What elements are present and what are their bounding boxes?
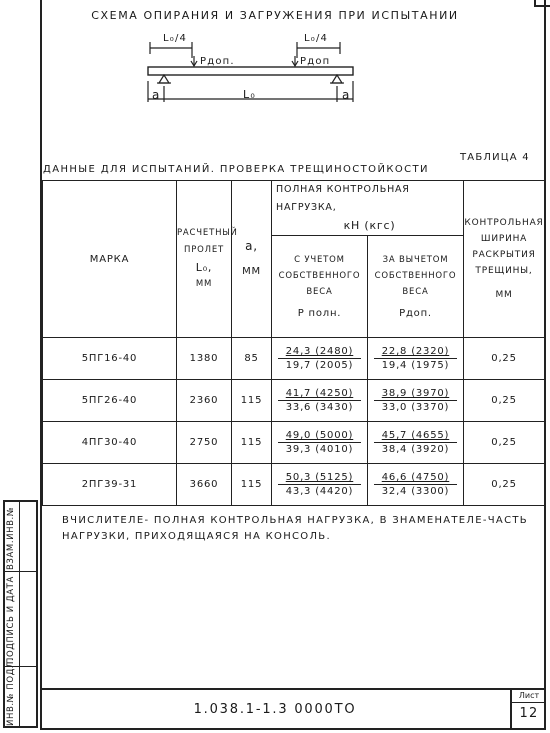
sheet-number: 12 [519, 706, 539, 721]
cell-a: 115 [232, 464, 272, 506]
sheet-box [510, 690, 546, 730]
dim-label-right: L₀/4 [304, 33, 329, 44]
cell-crack: 0,25 [464, 422, 545, 464]
table-row [43, 422, 545, 464]
support-dim-right: a [342, 88, 351, 102]
table-row [43, 338, 545, 380]
cell-crack: 0,25 [464, 380, 545, 422]
page-corner-mark [534, 0, 550, 7]
cell-net-load: 38,9 (3970) 33,0 (3370) [368, 380, 464, 422]
beam [148, 67, 353, 75]
cell-span: 1380 [177, 338, 232, 380]
table-number: ТАБЛИЦА 4 [460, 152, 530, 163]
approval-stamp-strip [3, 500, 38, 728]
title-block [40, 688, 546, 730]
cell-mark: 2ПГ39-31 [43, 464, 177, 506]
cell-span: 2750 [177, 422, 232, 464]
header-with-weight: С УЧЕТОМ СОБСТВЕННОГО ВЕСА P полн. [272, 236, 368, 338]
header-mark: МАРКА [43, 181, 177, 338]
scheme-title: СХЕМА ОПИРАНИЯ И ЗАГРУЖЕНИЯ ПРИ ИСПЫТАНИИ [91, 9, 459, 22]
support-left [159, 75, 169, 83]
cell-full-load: 24,3 (2480) 19,7 (2005) [272, 338, 368, 380]
cell-net-load: 22,8 (2320) 19,4 (1975) [368, 338, 464, 380]
load-label-left: Pдоп. [200, 56, 235, 67]
cell-a: 115 [232, 380, 272, 422]
header-a: a, ММ [232, 181, 272, 338]
cell-full-load: 50,3 (5125) 43,3 (4420) [272, 464, 368, 506]
load-label-right: Pдоп [300, 56, 331, 67]
span-label: L₀ [243, 88, 256, 101]
cell-a: 85 [232, 338, 272, 380]
cell-mark: 5ПГ26-40 [43, 380, 177, 422]
cell-net-load: 46,6 (4750) 32,4 (3300) [368, 464, 464, 506]
cell-full-load: 49,0 (5000) 39,3 (4010) [272, 422, 368, 464]
table-row [43, 464, 545, 506]
table-caption: ДАННЫЕ ДЛЯ ИСПЫТАНИЙ. ПРОВЕРКА ТРЕЩИНОСТОЙКОСТИ [43, 164, 429, 175]
stamp-vzam-label: ВЗАМ.ИНВ.№ [6, 506, 16, 570]
header-span: РАСЧЕТНЫЙ ПРОЛЕТ L₀, ММ [177, 181, 232, 338]
header-full-load: ПОЛНАЯ КОНТРОЛЬНАЯ НАГРУЗКА, кН (кгс) [272, 181, 464, 236]
support-right [332, 75, 342, 83]
cell-crack: 0,25 [464, 464, 545, 506]
cell-span: 3660 [177, 464, 232, 506]
stamp-inv-label: ИНВ.№ ПОДЛ. [6, 657, 16, 726]
cell-a: 115 [232, 422, 272, 464]
cell-full-load: 41,7 (4250) 33,6 (3430) [272, 380, 368, 422]
dim-label-left: L₀/4 [163, 33, 188, 44]
table-row [43, 380, 545, 422]
document-code: 1.038.1-1.3 0000ТО [193, 702, 357, 717]
test-data-table [42, 180, 545, 506]
cell-mark: 5ПГ16-40 [43, 338, 177, 380]
cell-span: 2360 [177, 380, 232, 422]
header-without-weight: ЗА ВЫЧЕТОМ СОБСТВЕННОГО ВЕСА Pдоп. [368, 236, 464, 338]
cell-mark: 4ПГ30-40 [43, 422, 177, 464]
cell-net-load: 45,7 (4655) 38,4 (3920) [368, 422, 464, 464]
support-dim-left: a [152, 88, 161, 102]
footnote: ВЧИСЛИТЕЛЕ- ПОЛНАЯ КОНТРОЛЬНАЯ НАГРУЗКА, В ЗНАМЕНАТЕЛЕ-ЧАСТЬ НАГРУЗКИ, ПРИХОДЯЩАЯСЯ НА КОНСОЛЬ. [62, 515, 528, 542]
cell-crack: 0,25 [464, 338, 545, 380]
stamp-sign-label: ПОДПИСЬ И ДАТА [6, 576, 16, 664]
header-crack-width: КОНТРОЛЬНАЯ ШИРИНА РАСКРЫТИЯ ТРЕЩИНЫ, ММ [464, 181, 545, 338]
sheet-label: Лист [512, 691, 546, 703]
